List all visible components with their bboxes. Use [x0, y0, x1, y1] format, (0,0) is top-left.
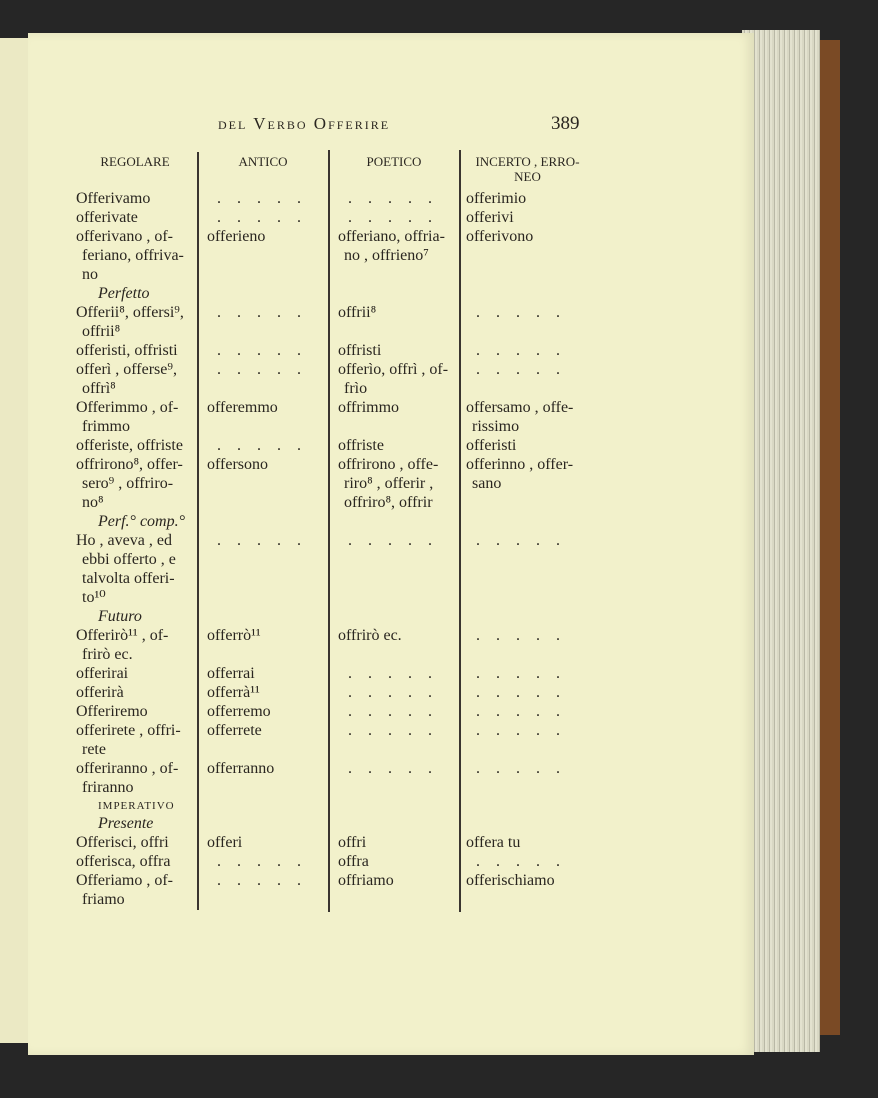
- cell-poetico: [332, 208, 462, 227]
- verb-form: offeriano, offria-: [338, 228, 445, 245]
- cell-poetico: [332, 683, 462, 702]
- cell-poetico: [332, 436, 462, 455]
- verb-form: offeristi: [466, 437, 517, 454]
- table-row: [76, 227, 596, 284]
- verb-form: offerimio: [466, 190, 527, 207]
- verb-form: offriamo: [338, 872, 394, 889]
- cell-regolare: [76, 455, 202, 512]
- verb-form: Offerivamo: [76, 190, 151, 207]
- cell-incerto: [462, 833, 596, 852]
- table-row: [76, 436, 596, 455]
- verb-form: offerirà: [76, 684, 124, 701]
- cell-incerto: [462, 303, 596, 341]
- verb-form: offerivate: [76, 209, 138, 226]
- verb-form: offrii⁸: [338, 304, 377, 321]
- cell-antico: [202, 852, 332, 871]
- table-row: [76, 721, 596, 759]
- verb-form: sero⁹ , offriro-: [82, 475, 174, 492]
- empty-form-dots: . . . . .: [217, 853, 301, 870]
- cell-antico: [202, 721, 332, 759]
- empty-form-dots: . . . . .: [476, 532, 560, 549]
- verb-form: offrirono⁸, offer-: [76, 456, 183, 473]
- verb-form: Ho , aveva , ed: [76, 532, 172, 549]
- cell-poetico: [332, 398, 462, 436]
- verb-form: Offerirò¹¹ , of-: [76, 627, 169, 644]
- cell-antico: [202, 683, 332, 702]
- cell-regolare: [76, 852, 202, 871]
- verb-form: Offerii⁸, offersi⁹,: [76, 304, 184, 321]
- tense-heading: Perf.° comp.°: [98, 513, 185, 530]
- cell-regolare: [76, 626, 202, 664]
- cell-antico: [202, 626, 332, 664]
- verb-form: offerirai: [76, 665, 129, 682]
- empty-form-dots: . . . . .: [348, 209, 432, 226]
- table-row: [76, 852, 596, 871]
- cell-antico: [202, 189, 332, 208]
- verb-form: no , offrieno⁷: [344, 247, 429, 264]
- empty-form-dots: . . . . .: [348, 684, 432, 701]
- cell-antico: [202, 436, 332, 455]
- empty-form-dots: . . . . .: [348, 532, 432, 549]
- cell-antico: [202, 227, 332, 284]
- tense-heading: Presente: [98, 815, 154, 832]
- verb-form: offrirò ec.: [338, 627, 402, 644]
- verb-form: no: [82, 266, 98, 283]
- cell-incerto: [462, 360, 596, 398]
- cell-incerto: [462, 721, 596, 759]
- empty-form-dots: . . . . .: [217, 437, 301, 454]
- verb-form: offerischiamo: [466, 872, 555, 889]
- verb-form: friamo: [82, 891, 125, 908]
- cell-incerto: [462, 341, 596, 360]
- cell-regolare: [76, 227, 202, 284]
- verb-form: rete: [82, 741, 106, 758]
- cell-regolare: [76, 721, 202, 759]
- section-heading: [76, 797, 596, 814]
- verb-form: offrì⁸: [82, 380, 116, 397]
- verb-form: offerìo, offrì , of-: [338, 361, 449, 378]
- verb-form: offerrete: [207, 722, 262, 739]
- empty-form-dots: . . . . .: [217, 190, 301, 207]
- verb-form: frirò ec.: [82, 646, 133, 663]
- cell-poetico: [332, 852, 462, 871]
- verb-form: riro⁸ , offerir ,: [344, 475, 434, 492]
- cell-poetico: [332, 721, 462, 759]
- empty-form-dots: . . . . .: [476, 853, 560, 870]
- verb-form: offerirete , offri-: [76, 722, 181, 739]
- cell-poetico: [332, 531, 462, 607]
- table-row: [76, 833, 596, 852]
- verb-form: frìo: [344, 380, 368, 397]
- cell-regolare: [76, 398, 202, 436]
- cell-antico: [202, 303, 332, 341]
- cell-regolare: [76, 208, 202, 227]
- cell-poetico: [332, 189, 462, 208]
- cell-regolare: [76, 871, 202, 909]
- cell-incerto: [462, 531, 596, 607]
- cell-incerto: [462, 227, 596, 284]
- cell-regolare: [76, 702, 202, 721]
- table-row: [76, 531, 596, 607]
- verb-form: talvolta offeri-: [82, 570, 175, 587]
- table-row: [76, 759, 596, 797]
- verb-form: offerivono: [466, 228, 534, 245]
- cell-antico: [202, 871, 332, 909]
- table-row: [76, 455, 596, 512]
- cell-incerto: [462, 208, 596, 227]
- verb-form: offera tu: [466, 834, 521, 851]
- verb-form: offriste: [338, 437, 384, 454]
- table-row: [76, 664, 596, 683]
- verb-form: offersono: [207, 456, 269, 473]
- cell-antico: [202, 531, 332, 607]
- cell-regolare: [76, 189, 202, 208]
- empty-form-dots: . . . . .: [348, 722, 432, 739]
- cell-antico: [202, 833, 332, 852]
- cell-regolare: [76, 303, 202, 341]
- cell-antico: [202, 208, 332, 227]
- cell-incerto: [462, 683, 596, 702]
- cell-antico: [202, 702, 332, 721]
- verb-form: ebbi offerto , e: [82, 551, 176, 568]
- verb-form: rissimo: [472, 418, 520, 435]
- cell-incerto: [462, 871, 596, 909]
- cell-incerto: [462, 759, 596, 797]
- cell-regolare: [76, 664, 202, 683]
- tense-heading: Futuro: [98, 608, 142, 625]
- empty-form-dots: . . . . .: [217, 532, 301, 549]
- cell-regolare: [76, 833, 202, 852]
- verb-form: offerivano , of-: [76, 228, 173, 245]
- column-header-incerto: INCERTO , ERRO- NEO: [475, 154, 580, 184]
- empty-form-dots: . . . . .: [476, 722, 560, 739]
- running-head: del Verbo Offerire: [218, 114, 391, 133]
- section-heading: [76, 512, 596, 531]
- verb-form: offeristi, offristi: [76, 342, 178, 359]
- verb-form: offeriranno , of-: [76, 760, 179, 777]
- cell-regolare: [76, 341, 202, 360]
- cell-antico: [202, 360, 332, 398]
- empty-form-dots: . . . . .: [476, 361, 560, 378]
- verb-form: offerisca, offra: [76, 853, 171, 870]
- column-header-antico: ANTICO: [238, 154, 288, 169]
- column-header-poetico: POETICO: [366, 154, 422, 169]
- cell-regolare: [76, 759, 202, 797]
- verb-form: Offerimmo , of-: [76, 399, 179, 416]
- page-number: 389: [551, 113, 580, 134]
- verb-form: offrirono , offe-: [338, 456, 439, 473]
- table-row: [76, 360, 596, 398]
- cell-poetico: [332, 626, 462, 664]
- cell-poetico: [332, 833, 462, 852]
- cell-poetico: [332, 227, 462, 284]
- verb-form: offeri: [207, 834, 243, 851]
- verb-form: no⁸: [82, 494, 104, 511]
- cell-poetico: [332, 455, 462, 512]
- cell-incerto: [462, 664, 596, 683]
- empty-form-dots: . . . . .: [217, 304, 301, 321]
- verb-form: sano: [472, 475, 502, 492]
- verb-form: offerrà¹¹: [207, 684, 260, 701]
- verb-form: frimmo: [82, 418, 130, 435]
- empty-form-dots: . . . . .: [476, 342, 560, 359]
- cell-poetico: [332, 759, 462, 797]
- empty-form-dots: . . . . .: [348, 190, 432, 207]
- empty-form-dots: . . . . .: [476, 760, 560, 777]
- verb-form: offrimmo: [338, 399, 400, 416]
- verb-form: offerieno: [207, 228, 266, 245]
- cell-poetico: [332, 702, 462, 721]
- cell-regolare: [76, 360, 202, 398]
- empty-form-dots: . . . . .: [476, 703, 560, 720]
- table-row: [76, 871, 596, 909]
- verb-form: offriro⁸, offrir: [344, 494, 433, 511]
- cell-antico: [202, 341, 332, 360]
- verb-form: offristi: [338, 342, 382, 359]
- table-row: [76, 398, 596, 436]
- section-heading: [76, 284, 596, 303]
- cell-poetico: [332, 360, 462, 398]
- section-heading: [76, 607, 596, 626]
- verb-form: offerrò¹¹: [207, 627, 261, 644]
- facing-page-edge: [0, 38, 31, 1043]
- verb-form: Offerisci, offri: [76, 834, 169, 851]
- cell-incerto: [462, 398, 596, 436]
- empty-form-dots: . . . . .: [217, 209, 301, 226]
- cell-antico: [202, 759, 332, 797]
- cell-antico: [202, 455, 332, 512]
- verb-form: offeremmo: [207, 399, 278, 416]
- tense-heading: Perfetto: [98, 285, 150, 302]
- mood-heading: IMPERATIVO: [98, 800, 175, 812]
- cell-poetico: [332, 871, 462, 909]
- verb-form: offri: [338, 834, 367, 851]
- cell-incerto: [462, 436, 596, 455]
- verb-form: offerinno , offer-: [466, 456, 574, 473]
- section-heading: [76, 814, 596, 833]
- empty-form-dots: . . . . .: [476, 304, 560, 321]
- empty-form-dots: . . . . .: [476, 684, 560, 701]
- table-row: [76, 303, 596, 341]
- cell-antico: [202, 664, 332, 683]
- verb-form: offersamo , offe-: [466, 399, 574, 416]
- empty-form-dots: . . . . .: [348, 703, 432, 720]
- empty-form-dots: . . . . .: [217, 342, 301, 359]
- column-header-regolare: REGOLARE: [100, 154, 170, 169]
- verb-form: friranno: [82, 779, 134, 796]
- table-row: [76, 626, 596, 664]
- verb-form: offerrai: [207, 665, 255, 682]
- verb-form: Offeriremo: [76, 703, 148, 720]
- verb-form: feriano, offriva-: [82, 247, 184, 264]
- verb-form: offeriste, offriste: [76, 437, 183, 454]
- verb-form: Offeriamo , of-: [76, 872, 173, 889]
- empty-form-dots: . . . . .: [348, 760, 432, 777]
- empty-form-dots: . . . . .: [476, 627, 560, 644]
- table-row: [76, 683, 596, 702]
- verb-form: offerremo: [207, 703, 271, 720]
- cell-incerto: [462, 455, 596, 512]
- cell-regolare: [76, 683, 202, 702]
- cell-incerto: [462, 626, 596, 664]
- table-row: [76, 208, 596, 227]
- empty-form-dots: . . . . .: [348, 665, 432, 682]
- verb-form: offerivi: [466, 209, 514, 226]
- cell-poetico: [332, 341, 462, 360]
- cell-regolare: [76, 436, 202, 455]
- cell-poetico: [332, 303, 462, 341]
- empty-form-dots: . . . . .: [476, 665, 560, 682]
- cell-incerto: [462, 852, 596, 871]
- verb-form: offra: [338, 853, 369, 870]
- cell-incerto: [462, 189, 596, 208]
- cell-poetico: [332, 664, 462, 683]
- conjugation-table: [76, 189, 596, 909]
- table-row: [76, 341, 596, 360]
- cell-antico: [202, 398, 332, 436]
- empty-form-dots: . . . . .: [217, 361, 301, 378]
- verb-form: to¹⁰: [82, 589, 106, 606]
- empty-form-dots: . . . . .: [217, 872, 301, 889]
- verb-form: offrii⁸: [82, 323, 121, 340]
- verb-form: offerranno: [207, 760, 275, 777]
- verb-form: offerì , offerse⁹,: [76, 361, 177, 378]
- cell-regolare: [76, 531, 202, 607]
- table-row: [76, 189, 596, 208]
- table-row: [76, 702, 596, 721]
- cell-incerto: [462, 702, 596, 721]
